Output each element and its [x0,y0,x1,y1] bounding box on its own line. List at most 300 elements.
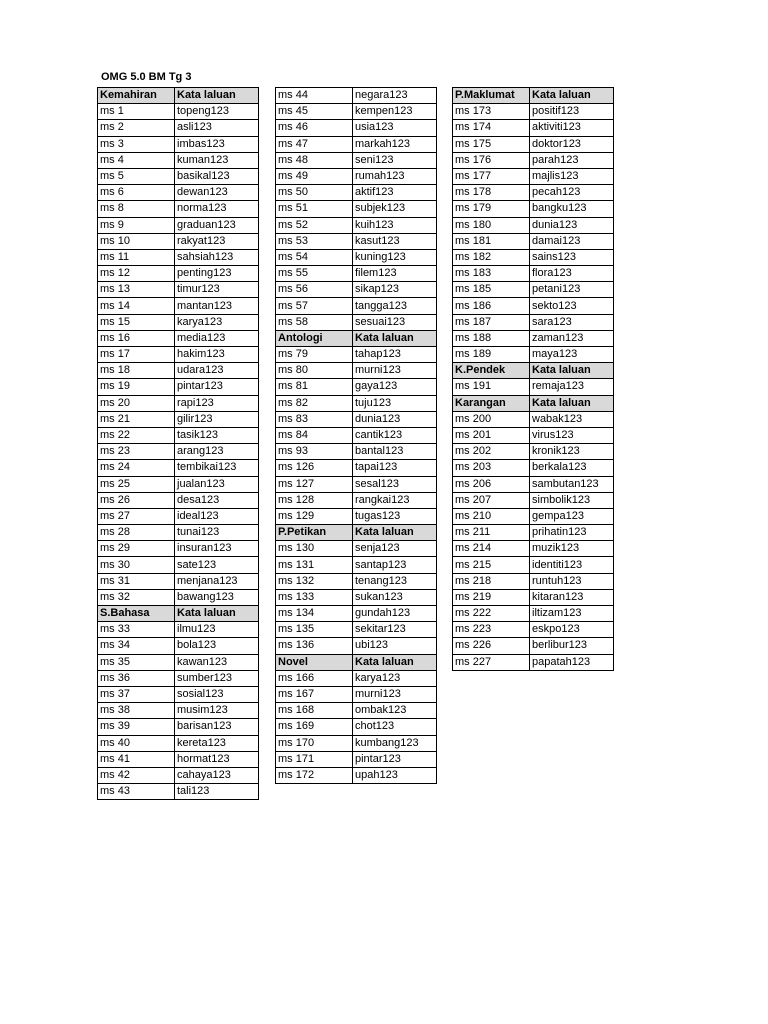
password-value: hakim123 [175,347,259,363]
page-ref: ms 218 [453,573,530,589]
table-row [453,508,614,524]
page-ref: ms 126 [276,460,353,476]
password-value: sains123 [530,249,614,265]
password-value: karya123 [353,670,437,686]
password-value: maya123 [530,347,614,363]
page-ref: ms 81 [276,379,353,395]
table-row [453,152,614,168]
password-value: tembikai123 [175,460,259,476]
table-row [276,282,437,298]
password-value: bawang123 [175,589,259,605]
page-ref: ms 83 [276,411,353,427]
table-row [98,525,259,541]
password-value: sesal123 [353,476,437,492]
password-value: penting123 [175,266,259,282]
table-row [276,589,437,605]
page-ref: ms 170 [276,735,353,751]
password-value: upah123 [353,767,437,783]
table-row [98,233,259,249]
password-value: sekitar123 [353,622,437,638]
password-value: aktif123 [353,185,437,201]
password-value: sate123 [175,557,259,573]
page-ref: ms 166 [276,670,353,686]
table-row [276,347,437,363]
table-row [453,541,614,557]
table-row [276,638,437,654]
password-value: tunai123 [175,525,259,541]
table-row [453,233,614,249]
table-row [453,606,614,622]
page-ref: ms 171 [276,751,353,767]
password-value: berkala123 [530,460,614,476]
password-value: kasut123 [353,233,437,249]
table-row [453,460,614,476]
page-ref: ms 58 [276,314,353,330]
section-header-row [276,654,437,670]
password-value: karya123 [175,314,259,330]
table-row [276,298,437,314]
password-value: sikap123 [353,282,437,298]
page-ref: ms 186 [453,298,530,314]
table-row [276,767,437,783]
table-row [453,168,614,184]
password-value: pecah123 [530,185,614,201]
table-row [276,670,437,686]
section-header-row [276,525,437,541]
page-ref: ms 172 [276,767,353,783]
table-row [276,152,437,168]
section-name: Karangan [453,395,530,411]
password-value: mantan123 [175,298,259,314]
table-row [453,136,614,152]
table-row [276,395,437,411]
password-table-1 [97,87,259,800]
password-value: iltizam123 [530,606,614,622]
page-ref: ms 177 [453,168,530,184]
table-row [276,622,437,638]
section-name: Novel [276,654,353,670]
page-ref: ms 210 [453,508,530,524]
password-value: desa123 [175,492,259,508]
password-value: tugas123 [353,508,437,524]
table-row [98,266,259,282]
table-row [98,330,259,346]
password-value: berlibur123 [530,638,614,654]
table-row [276,686,437,702]
table-row [453,379,614,395]
page-ref: ms 185 [453,282,530,298]
page-ref: ms 43 [98,784,175,800]
page-ref: ms 21 [98,411,175,427]
page-ref: ms 53 [276,233,353,249]
password-value: simbolik123 [530,492,614,508]
table-row [98,589,259,605]
table-row [98,314,259,330]
page-ref: ms 48 [276,152,353,168]
page-ref: ms 168 [276,703,353,719]
password-value: positif123 [530,104,614,120]
table-row [276,185,437,201]
page-ref: ms 36 [98,670,175,686]
table-row [453,589,614,605]
password-value: asli123 [175,120,259,136]
page-ref: ms 133 [276,589,353,605]
page-ref: ms 131 [276,557,353,573]
password-table-3 [452,87,614,671]
table-row [98,347,259,363]
password-value: eskpo123 [530,622,614,638]
password-value: gempa123 [530,508,614,524]
page-ref: ms 128 [276,492,353,508]
password-value: majlis123 [530,168,614,184]
table-row [98,168,259,184]
password-value: ideal123 [175,508,259,524]
section-header-row [453,88,614,104]
password-value: rumah123 [353,168,437,184]
page-ref: ms 1 [98,104,175,120]
page-ref: ms 136 [276,638,353,654]
table-row [98,767,259,783]
section-header-row [453,363,614,379]
table-row [276,266,437,282]
page-ref: ms 41 [98,751,175,767]
table-row [276,427,437,443]
table-row [453,298,614,314]
password-value: sambutan123 [530,476,614,492]
page-ref: ms 200 [453,411,530,427]
password-value: sosial123 [175,686,259,702]
page-ref: ms 173 [453,104,530,120]
table-row [98,654,259,670]
page-ref: ms 34 [98,638,175,654]
page-ref: ms 189 [453,347,530,363]
password-value: tapai123 [353,460,437,476]
page-ref: ms 211 [453,525,530,541]
page-ref: ms 50 [276,185,353,201]
password-value: sumber123 [175,670,259,686]
page-ref: ms 18 [98,363,175,379]
table-row [276,508,437,524]
password-header: Kata laluan [353,654,437,670]
page-ref: ms 45 [276,104,353,120]
table-row [453,347,614,363]
page-ref: ms 182 [453,249,530,265]
table-row [276,460,437,476]
password-value: kempen123 [353,104,437,120]
password-value: dunia123 [530,217,614,233]
password-value: kuman123 [175,152,259,168]
page-ref: ms 27 [98,508,175,524]
password-header: Kata laluan [175,88,259,104]
password-value: dunia123 [353,411,437,427]
page-ref: ms 227 [453,654,530,670]
password-value: kronik123 [530,444,614,460]
password-value: kuning123 [353,249,437,265]
page-ref: ms 57 [276,298,353,314]
password-value: gaya123 [353,379,437,395]
password-value: filem123 [353,266,437,282]
page-ref: ms 47 [276,136,353,152]
page-ref: ms 19 [98,379,175,395]
password-value: udara123 [175,363,259,379]
table-row [453,557,614,573]
password-value: tali123 [175,784,259,800]
table-row [276,444,437,460]
password-value: sesuai123 [353,314,437,330]
page-ref: ms 5 [98,168,175,184]
page-ref: ms 222 [453,606,530,622]
table-row [98,201,259,217]
table-row [98,427,259,443]
page-ref: ms 175 [453,136,530,152]
document-title: OMG 5.0 BM Tg 3 [101,71,192,83]
password-value: markah123 [353,136,437,152]
page-ref: ms 214 [453,541,530,557]
page-ref: ms 6 [98,185,175,201]
password-value: bola123 [175,638,259,654]
page-ref: ms 16 [98,330,175,346]
password-value: doktor123 [530,136,614,152]
password-value: flora123 [530,266,614,282]
section-name: K.Pendek [453,363,530,379]
table-row [98,104,259,120]
password-value: rangkai123 [353,492,437,508]
password-header: Kata laluan [175,606,259,622]
page-ref: ms 52 [276,217,353,233]
password-value: bantal123 [353,444,437,460]
password-value: rakyat123 [175,233,259,249]
password-value: tenang123 [353,573,437,589]
table-row [98,395,259,411]
table-row [98,411,259,427]
page-ref: ms 179 [453,201,530,217]
page-ref: ms 13 [98,282,175,298]
table-row [98,735,259,751]
page-ref: ms 188 [453,330,530,346]
section-name: P.Maklumat [453,88,530,104]
password-value: murni123 [353,363,437,379]
password-value: tahap123 [353,347,437,363]
password-value: barisan123 [175,719,259,735]
page-ref: ms 15 [98,314,175,330]
page-ref: ms 14 [98,298,175,314]
password-value: kumbang123 [353,735,437,751]
password-value: insuran123 [175,541,259,557]
table-row [453,249,614,265]
section-name: Kemahiran [98,88,175,104]
table-row [276,233,437,249]
page-ref: ms 46 [276,120,353,136]
table-row [98,136,259,152]
password-value: tangga123 [353,298,437,314]
password-value: arang123 [175,444,259,460]
table-row [453,444,614,460]
page-ref: ms 132 [276,573,353,589]
page-ref: ms 4 [98,152,175,168]
page-ref: ms 22 [98,427,175,443]
password-value: santap123 [353,557,437,573]
section-header-row [276,330,437,346]
password-value: parah123 [530,152,614,168]
password-value: papatah123 [530,654,614,670]
table-row [276,379,437,395]
table-row [453,411,614,427]
page-ref: ms 2 [98,120,175,136]
page-ref: ms 82 [276,395,353,411]
page-ref: ms 219 [453,589,530,605]
table-row [453,638,614,654]
password-value: prihatin123 [530,525,614,541]
page-ref: ms 55 [276,266,353,282]
page-ref: ms 174 [453,120,530,136]
table-row [453,104,614,120]
table-row [98,670,259,686]
table-row [276,557,437,573]
table-row [453,217,614,233]
password-value: remaja123 [530,379,614,395]
page-ref: ms 35 [98,654,175,670]
section-header-row [98,606,259,622]
page-ref: ms 8 [98,201,175,217]
table-row [98,476,259,492]
table-row [276,719,437,735]
table-row [98,492,259,508]
table-row [453,266,614,282]
page-ref: ms 38 [98,703,175,719]
page-ref: ms 93 [276,444,353,460]
password-value: ombak123 [353,703,437,719]
table-row [276,703,437,719]
table-row [98,508,259,524]
password-value: identiti123 [530,557,614,573]
password-value: usia123 [353,120,437,136]
table-row [98,751,259,767]
password-value: kitaran123 [530,589,614,605]
password-value: murni123 [353,686,437,702]
table-row [98,703,259,719]
page-ref: ms 33 [98,622,175,638]
password-header: Kata laluan [353,525,437,541]
section-name: Antologi [276,330,353,346]
table-row [98,120,259,136]
page-ref: ms 42 [98,767,175,783]
table-row [453,525,614,541]
page-ref: ms 10 [98,233,175,249]
password-value: musim123 [175,703,259,719]
password-value: kawan123 [175,654,259,670]
table-row [98,363,259,379]
table-row [98,622,259,638]
table-row [276,201,437,217]
password-header: Kata laluan [530,363,614,379]
password-value: chot123 [353,719,437,735]
page-ref: ms 191 [453,379,530,395]
page-ref: ms 56 [276,282,353,298]
password-value: norma123 [175,201,259,217]
table-row [453,654,614,670]
password-value: menjana123 [175,573,259,589]
password-value: rapi123 [175,395,259,411]
page-ref: ms 39 [98,719,175,735]
table-row [276,217,437,233]
page-ref: ms 80 [276,363,353,379]
table-row [98,719,259,735]
section-header-row [98,88,259,104]
password-value: cahaya123 [175,767,259,783]
password-value: cantik123 [353,427,437,443]
password-value: dewan123 [175,185,259,201]
page-ref: ms 203 [453,460,530,476]
table-row [453,201,614,217]
page-ref: ms 25 [98,476,175,492]
table-row [453,314,614,330]
page-ref: ms 207 [453,492,530,508]
table-row [98,573,259,589]
password-value: muzik123 [530,541,614,557]
table-row [276,363,437,379]
page-ref: ms 206 [453,476,530,492]
password-header: Kata laluan [353,330,437,346]
table-row [276,136,437,152]
section-name: S.Bahasa [98,606,175,622]
password-value: tuju123 [353,395,437,411]
page-ref: ms 180 [453,217,530,233]
table-row [276,104,437,120]
password-value: ubi123 [353,638,437,654]
section-name: P.Petikan [276,525,353,541]
table-row [98,541,259,557]
page-ref: ms 169 [276,719,353,735]
password-header: Kata laluan [530,88,614,104]
password-value: wabak123 [530,411,614,427]
password-value: subjek123 [353,201,437,217]
page-ref: ms 79 [276,347,353,363]
table-row [98,217,259,233]
page-ref: ms 183 [453,266,530,282]
table-row [276,314,437,330]
password-value: kuih123 [353,217,437,233]
table-row [276,120,437,136]
table-row [276,573,437,589]
page-ref: ms 178 [453,185,530,201]
password-value: sukan123 [353,589,437,605]
table-row [276,168,437,184]
password-value: jualan123 [175,476,259,492]
table-row [453,476,614,492]
page-ref: ms 176 [453,152,530,168]
table-row [276,751,437,767]
password-value: basikal123 [175,168,259,184]
table-row [98,784,259,800]
page-ref: ms 17 [98,347,175,363]
page-ref: ms 37 [98,686,175,702]
password-value: topeng123 [175,104,259,120]
page-ref: ms 181 [453,233,530,249]
table-row [98,298,259,314]
page-ref: ms 129 [276,508,353,524]
page-ref: ms 28 [98,525,175,541]
password-value: sekto123 [530,298,614,314]
page-ref: ms 187 [453,314,530,330]
password-value: pintar123 [353,751,437,767]
page-ref: ms 9 [98,217,175,233]
page-ref: ms 223 [453,622,530,638]
page-ref: ms 127 [276,476,353,492]
password-value: damai123 [530,233,614,249]
password-value: graduan123 [175,217,259,233]
password-value: tasik123 [175,427,259,443]
page-ref: ms 32 [98,589,175,605]
